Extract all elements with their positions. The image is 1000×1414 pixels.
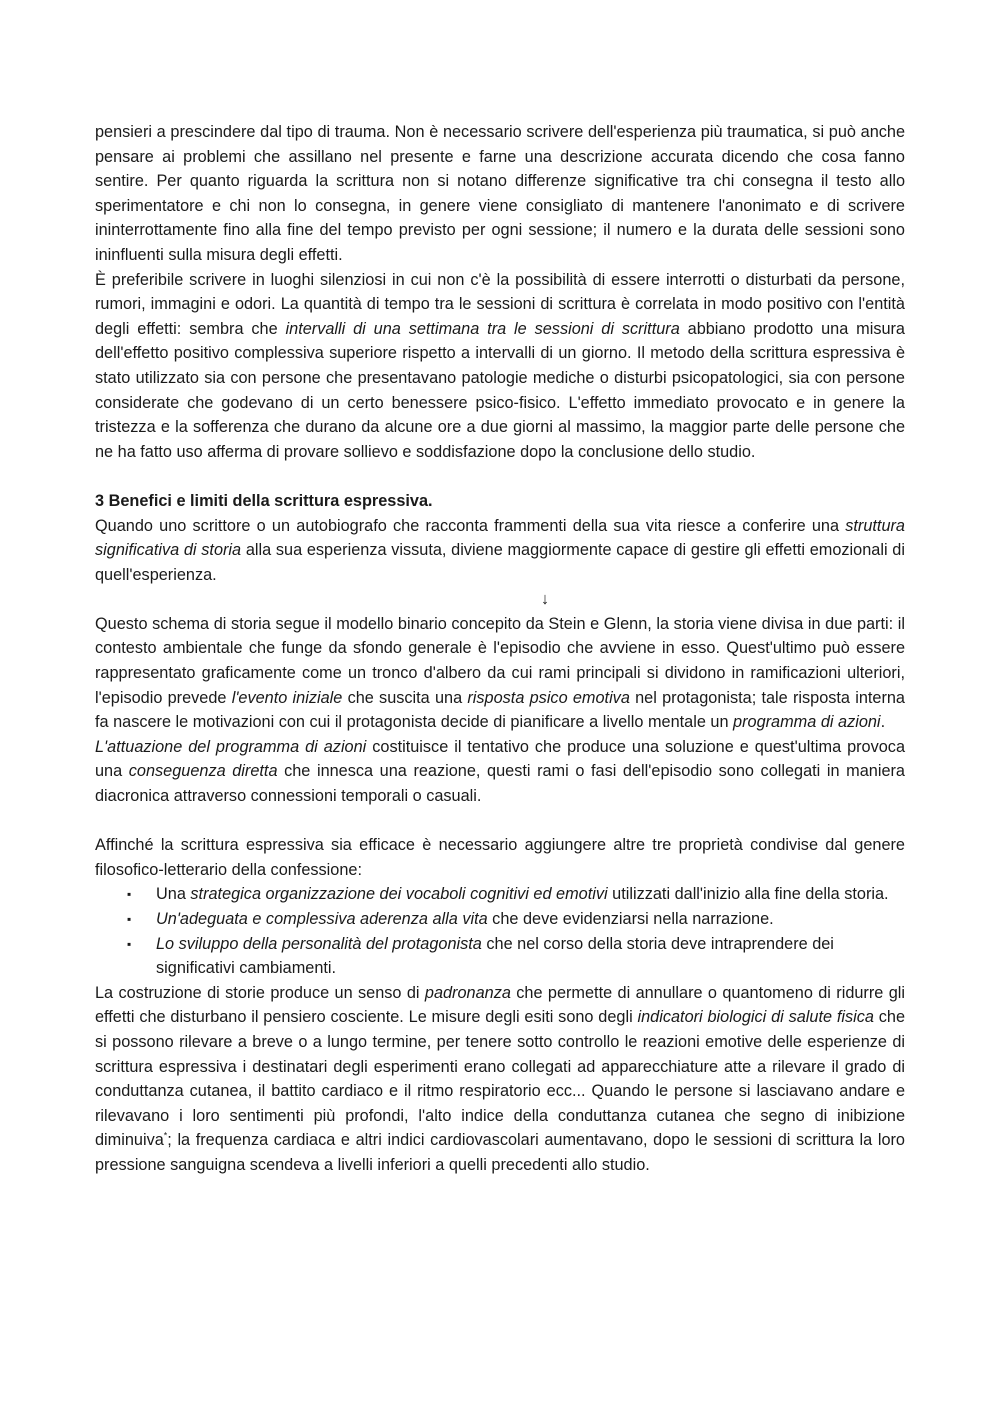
paragraph-writing-conditions: È preferibile scrivere in luoghi silenziosi in cui non c'è la possibilità di essere interrotti o disturbati da persone, rumori, immagini e odori. La quantità di tempo tra le sessioni di scrittura è correlata in modo positivo con l'entità degli effetti: sembra che intervalli di una settimana tra le sessioni di scrittura abbiano prodotto una misura dell'effetto positivo complessiva superiore rispetto a intervalli di un giorno. Il metodo della scrittura espressiva è stato utilizzato sia con persone che presentavano patologie mediche o disturbi psicopatologici, sia con persone considerate che godevano di un certo benessere psico-fisico. L'effetto immediato provocato e in genere la tristezza e la sofferenza che durano da alcune ore a due giorni al massimo, la maggior parte delle persone che ne ha fatto uso afferma di provare sollievo e soddisfazione dopo la conclusione dello studio. (95, 270, 905, 461)
bullet-icon: ▪ (127, 912, 132, 926)
paragraph-spacer (95, 464, 905, 489)
section-heading: 3 Benefici e limiti della scrittura espressiva. (95, 491, 433, 510)
paragraph-binary-model: Questo schema di storia segue il modello binario concepito da Stein e Glenn, la storia viene divisa in due parti: il contesto ambientale che funge da sfondo generale è l'episodio che avviene in esso. Quest'ultimo può essere rappresentato graficamente come un tronco d'albero da cui rami principali si dividono in ramificazioni ulteriori, l'episodio prevede l'evento iniziale che suscita una risposta psico emotiva nel protagonista; tale risposta interna fa nascere le motivazioni con cui il protagonista decide di pianificare a livello mentale un programma di azioni. (95, 614, 905, 732)
bullet-icon: ▪ (127, 936, 132, 951)
paragraph-action-program: L'attuazione del programma di azioni costituisce il tentativo che produce una soluzione e quest'ultima provoca una conseguenza diretta che innesca una reazione, questi rami o fasi dell'episodio sono collegati in maniera diacronica attraverso connessioni temporali o casuali. (95, 737, 905, 806)
footnote-marker[interactable]: * (163, 1130, 168, 1141)
document-page (95, 120, 905, 1178)
paragraph-story-structure: Quando uno scrittore o un autobiografo che racconta frammenti della sua vita riesce a conferire una struttura significativa di storia alla sua esperienza vissuta, diviene maggiormente capace di gestire gli effetti emozionali di quell'esperienza. (95, 516, 905, 584)
down-arrow-icon: ↓ (540, 590, 550, 609)
paragraph-properties-intro: Affinché la scrittura espressiva sia efficace è necessario aggiungere altre tre proprietà condivise dal genere filosofico-letterario della confessione: (95, 836, 905, 879)
paragraph-mastery-outcomes: La costruzione di storie produce un senso di padronanza che permette di annullare o quantomeno di ridurre gli effetti che disturbano il pensiero cosciente. Le misure degli esiti sono degli indicatori biologici di salute fisica che si possono rilevare a breve o a lungo termine, per tenere sotto controllo le reazioni emotive delle esperienze di scrittura espressiva i destinatari degli esperimenti erano collegati ad apparecchiature atte a rilevare il grado di conduttanza cutanea, il battito cardiaco e il ritmo respiratorio ecc... Quando le persone si lasciavano andare e rilevavano i loro sentimenti più profondi, l'alto indice della conduttanza cutanea che segno di inibizione diminuiva*; la frequenza cardiaca e altri indici cardiovascolari aumentavano, dopo le sessioni di scrittura la loro pressione sanguigna scendeva a livelli inferiori a quelli precedenti allo studio. (95, 983, 905, 1174)
list-item: ▪ Una strategica organizzazione dei vocaboli cognitivi ed emotivi utilizzati dall'inizio alla fine della storia. (95, 882, 905, 907)
properties-list (95, 882, 905, 980)
paragraph-spacer (95, 809, 905, 834)
bullet-icon: ▪ (127, 887, 132, 902)
list-item: ▪ Lo sviluppo della personalità del protagonista che nel corso della storia deve intraprendere dei significativi cambiamenti. (95, 932, 905, 981)
paragraph-writing-method: pensieri a prescindere dal tipo di trauma. Non è necessario scrivere dell'esperienza più traumatica, si può anche pensare ai problemi che assillano nel presente e farne una descrizione accurata dicendo che cosa fanno sentire. Per quanto riguarda la scrittura non si notano differenze significative tra chi consegna il testo allo sperimentatore e chi non lo consegna, in genere viene consigliato di mantenere l'anonimato e di scrivere ininterrottamente fino alla fine del tempo previsto per ogni sessione; il numero e la durata delle sessioni sono ininfluenti sulla misura degli effetti. (95, 123, 905, 264)
list-item: ▪ Un'adeguata e complessiva aderenza alla vita che deve evidenziarsi nella narrazione. (95, 907, 905, 932)
